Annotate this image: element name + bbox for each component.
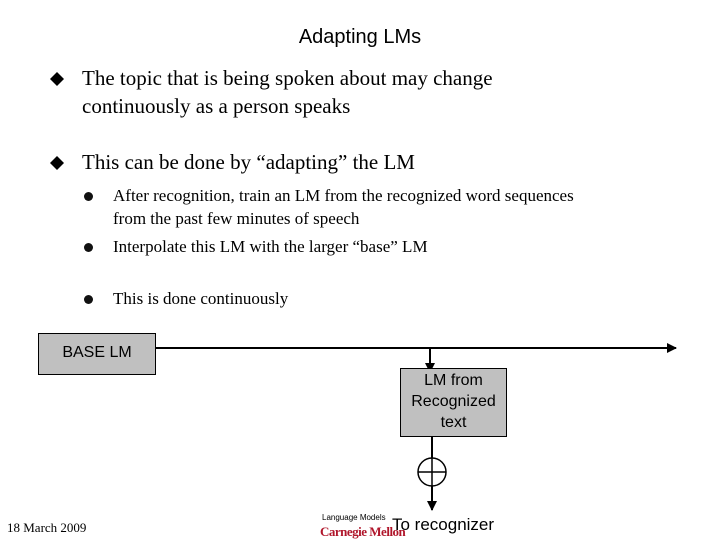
bullet-text-line: continuously as a person speaks [82, 94, 351, 118]
output-label: To recognizer [392, 515, 495, 534]
recognized-lm-line: LM from [424, 372, 483, 389]
sub-bullet-text-line: After recognition, train an LM from the recognized word sequences [113, 186, 574, 205]
recognized-lm-line: text [440, 414, 467, 431]
sub-bullet-text-line: Interpolate this LM with the larger “base” LM [113, 237, 428, 256]
bullet-text-line: The topic that is being spoken about may change [82, 66, 493, 90]
recognized-lm-line: Recognized [411, 393, 496, 410]
interpolation-plus-icon [418, 458, 446, 486]
cmu-logo: Carnegie Mellon [320, 524, 406, 539]
base-lm-box [38, 333, 156, 375]
sub-bullet-text-line: from the past few minutes of speech [113, 209, 360, 228]
recognized-lm-box [400, 368, 507, 437]
footer-lecture-title: Language Models [322, 513, 386, 522]
sub-bullet-text-line: This is done continuously [113, 289, 289, 308]
footer-date: 18 March 2009 [7, 520, 87, 535]
base-lm-label: BASE LM [62, 344, 132, 361]
bullet-text-line: This can be done by “adapting” the LM [82, 150, 415, 174]
slide-title: Adapting LMs [298, 26, 422, 48]
